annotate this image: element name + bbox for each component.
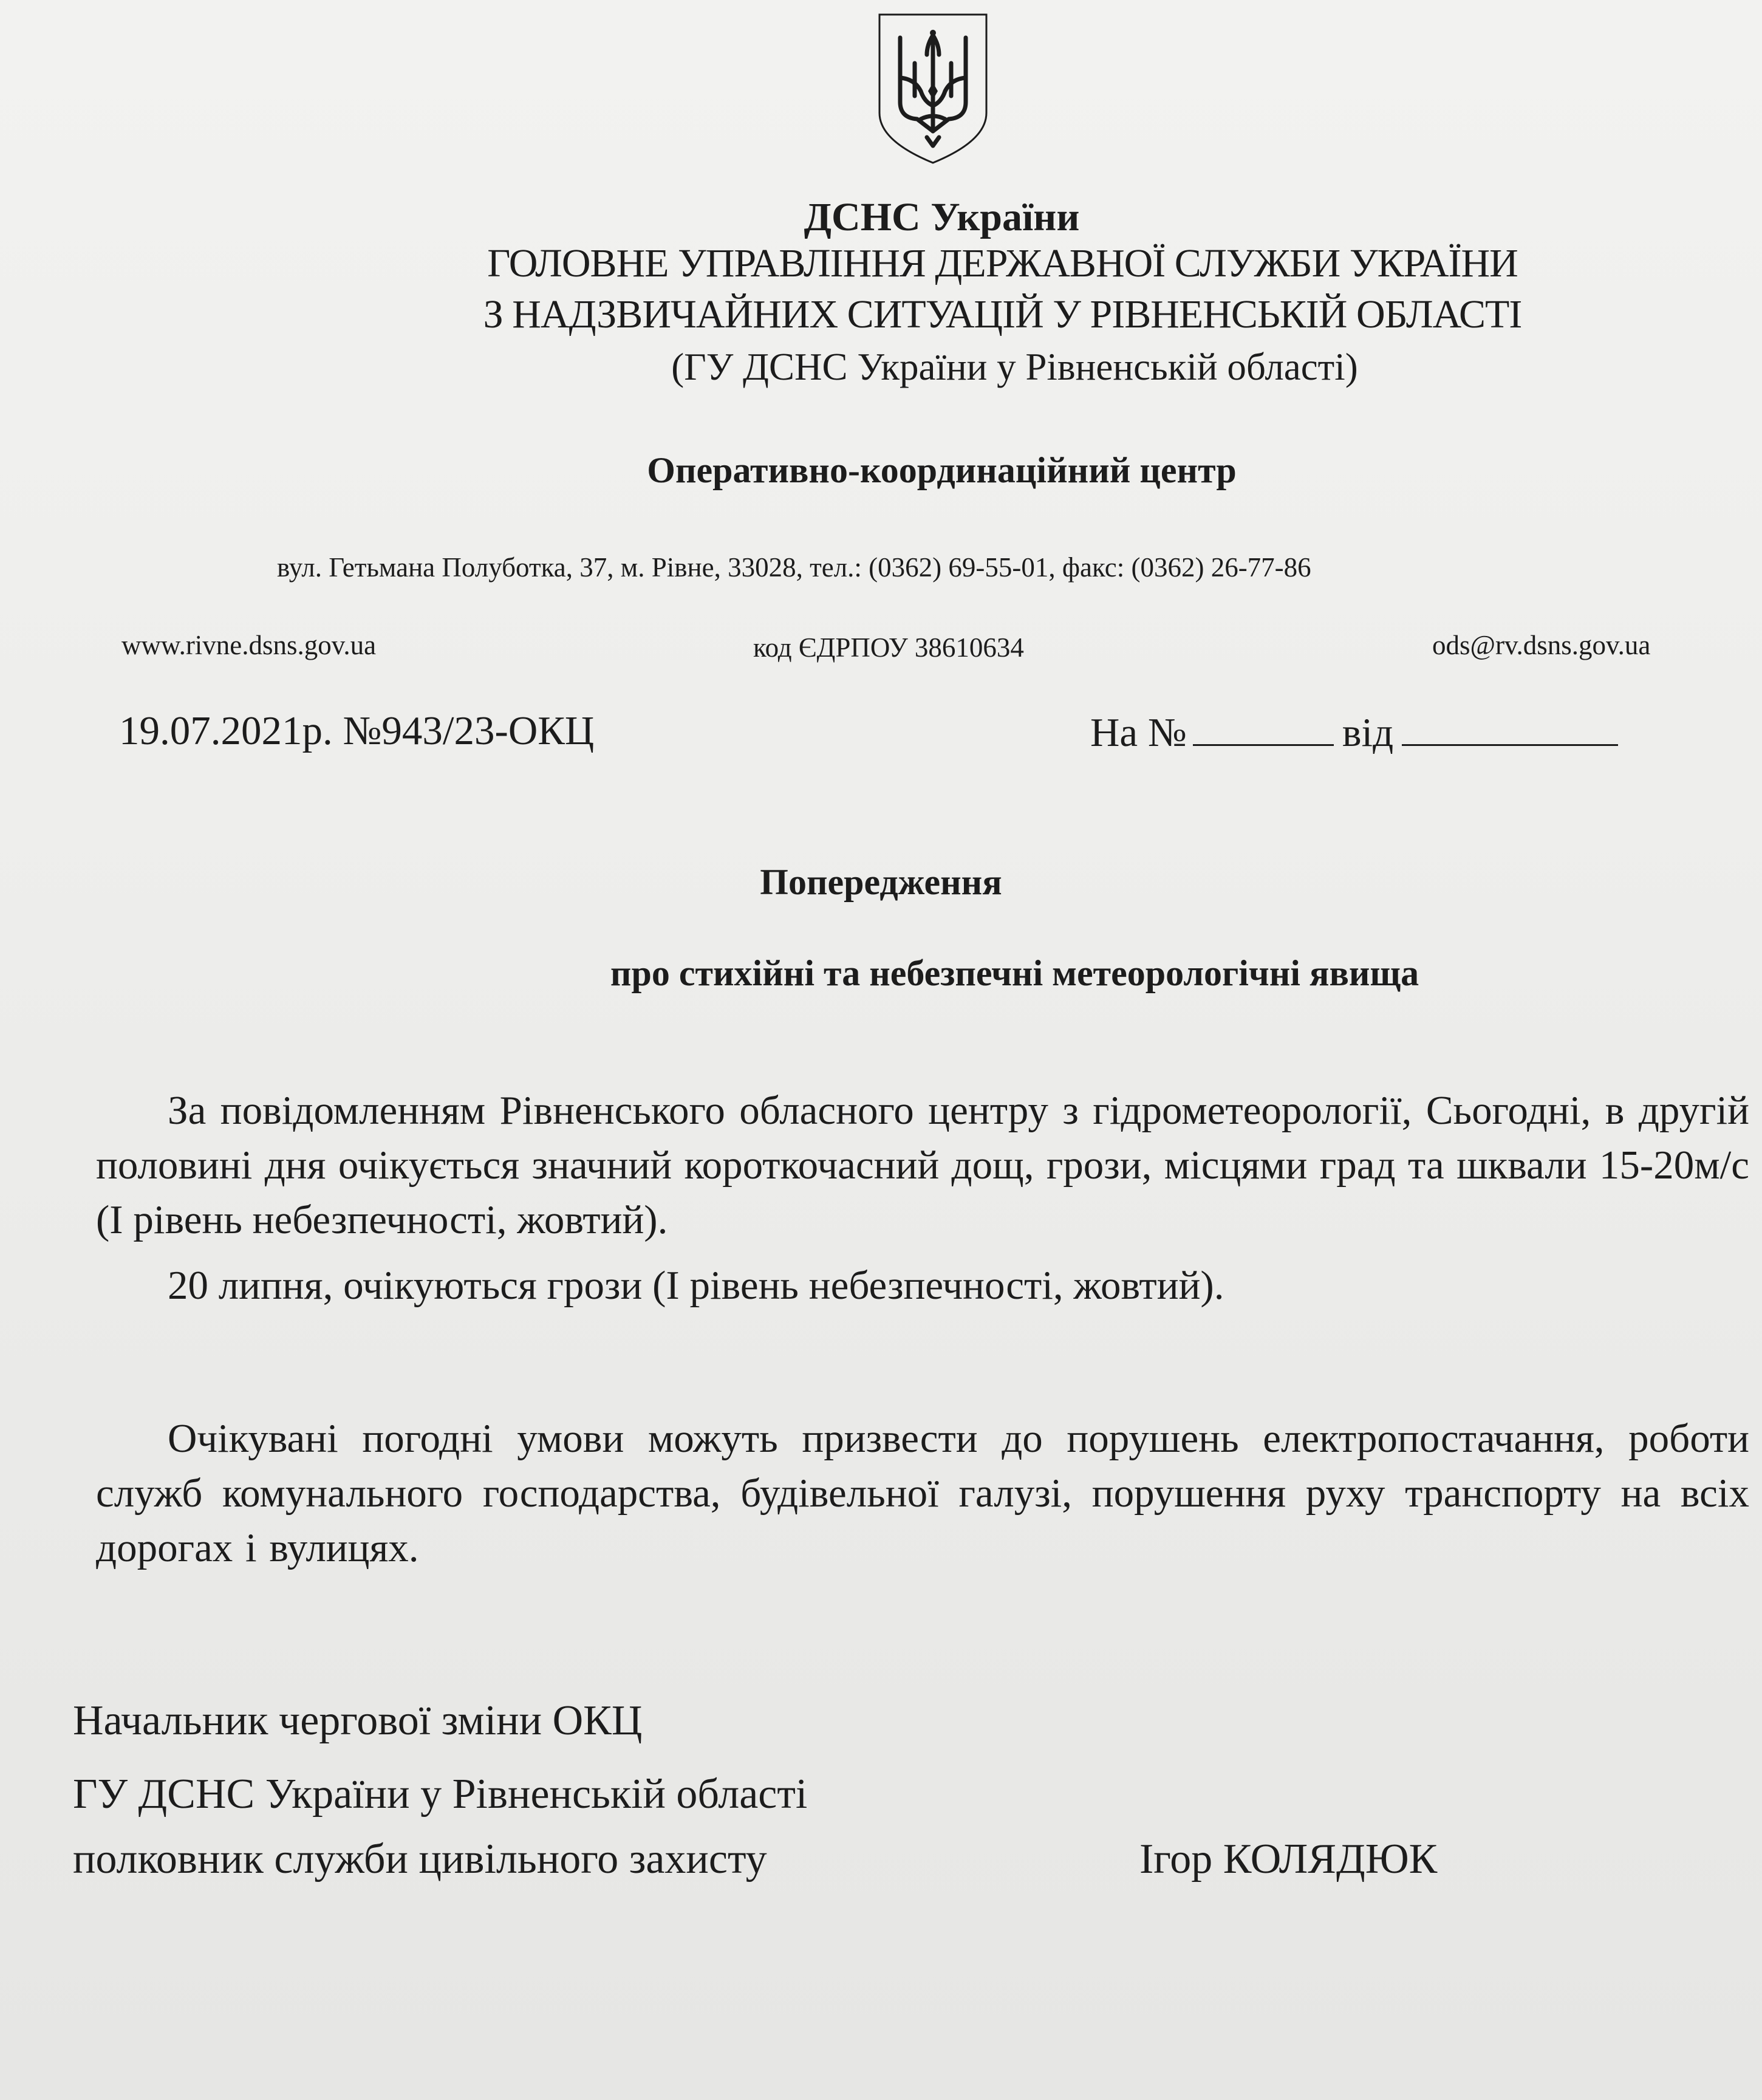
org-short-name: ДСНС України [804, 195, 1080, 239]
reply-number-blank [1193, 708, 1334, 746]
website-link[interactable]: www.rivne.dsns.gov.ua [121, 630, 377, 660]
email-link[interactable]: ods@rv.dsns.gov.ua [1432, 630, 1651, 660]
body-paragraph-consequences: Очікувані погодні умови можуть призвести до порушень електропостачання, роботи служб комунального господарства, будівельної галузі, порушення руху транспорту на всіх дорогах і вулицях. [96, 1416, 1749, 1570]
signature-rank: полковник служби цивільного захисту [73, 1836, 767, 1883]
centre-name: Оперативно-координаційний центр [647, 450, 1237, 490]
reply-date-blank [1402, 708, 1618, 746]
signatory-name: Ігор КОЛЯДЮК [1139, 1836, 1438, 1883]
document-date-number: 19.07.2021р. №943/23-ОКЦ [119, 708, 595, 753]
reply-reference [1090, 708, 1618, 756]
ukraine-trident-coat-of-arms-icon [875, 11, 991, 166]
body-paragraph-forecast: За повідомленням Рівненського обласного центру з гідрометеорології, Сьогодні, в другій половині дня очікується значний короткочасний дощ, грози, місцями град та шквали 15-20м/с (I рівень небезпечності, жовтий). [96, 1088, 1749, 1242]
document-subtitle: про стихійні та небезпечні метеорологічні явища [610, 953, 1419, 993]
org-abbreviation: (ГУ ДСНС України у Рівненській області) [671, 346, 1358, 388]
body-paragraph-july-20: 20 липня, очікуються грози (I рівень небезпечності, жовтий). [168, 1263, 1224, 1308]
address-line: вул. Гетьмана Полуботка, 37, м. Рівне, 33028, тел.: (0362) 69-55-01, факс: (0362) 26-77-86 [277, 552, 1311, 583]
reply-date-label: від [1342, 710, 1394, 755]
edrpou-code: код ЄДРПОУ 38610634 [753, 632, 1024, 663]
org-full-name-line-1: ГОЛОВНЕ УПРАВЛІННЯ ДЕРЖАВНОЇ СЛУЖБИ УКРАЇНИ [487, 241, 1518, 286]
signature-position-line-2: ГУ ДСНС України у Рівненській області [73, 1771, 808, 1818]
org-full-name-line-2: З НАДЗВИЧАЙНИХ СИТУАЦІЙ У РІВНЕНСЬКІЙ ОБЛАСТІ [483, 292, 1522, 337]
document-title: Попередження [760, 862, 1002, 902]
reply-number-label: На № [1090, 710, 1187, 755]
signature-position-line-1: Начальник чергової зміни ОКЦ [73, 1697, 643, 1744]
